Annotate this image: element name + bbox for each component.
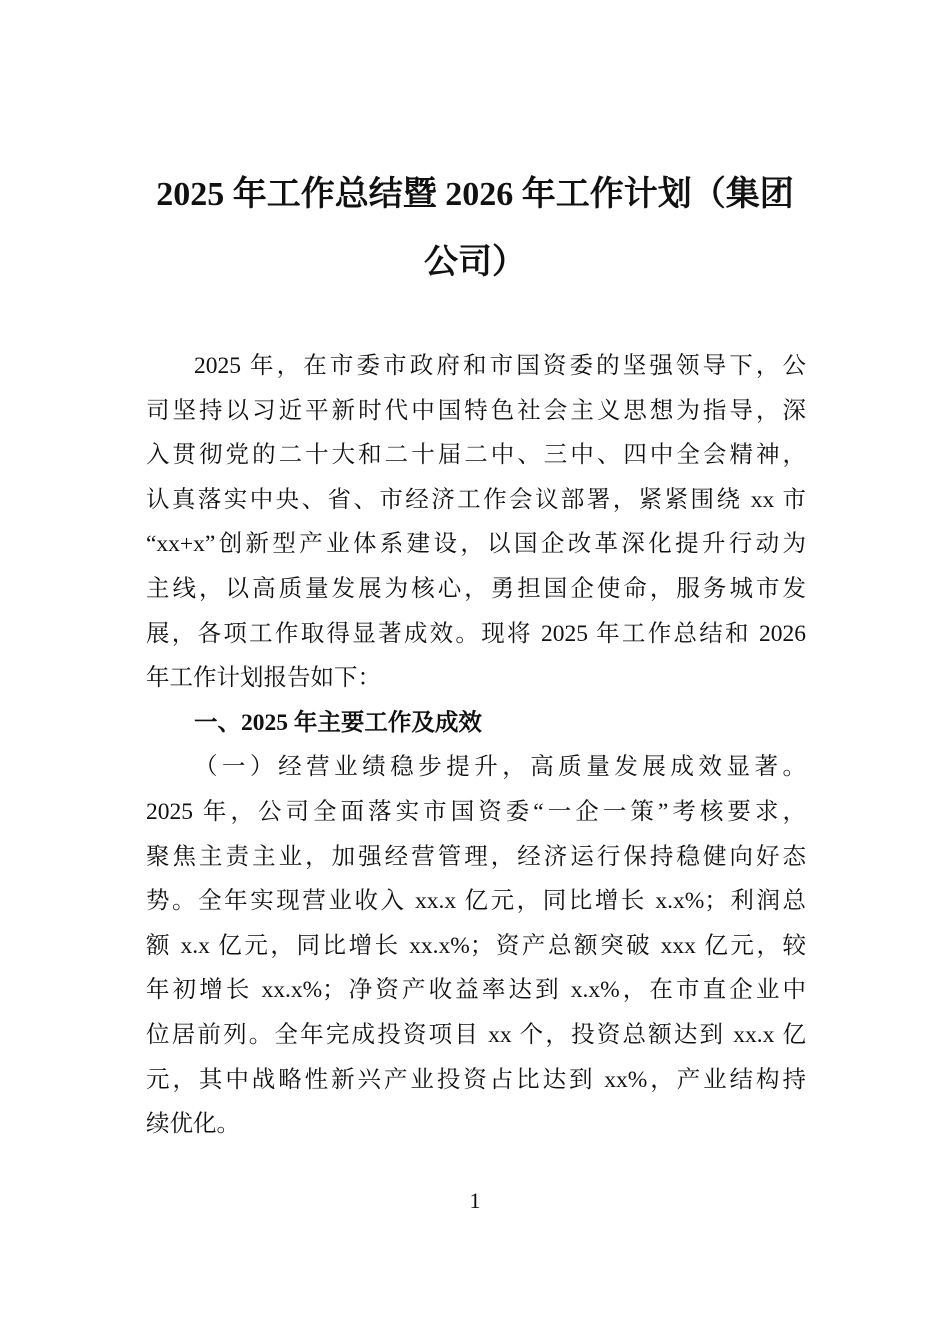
text-line: 认真落实中央、省、市经济工作会议部署，紧紧围绕 xx 市 — [146, 486, 806, 513]
paragraph — [146, 344, 806, 701]
page-number: 1 — [469, 1188, 481, 1213]
text-line: 一、2025 年主要工作及成效 — [194, 709, 482, 736]
text-line: 2025 年，公司全面落实市国资委“一企一策”考核要求， — [146, 798, 806, 825]
section-heading — [146, 701, 806, 746]
text-line: 展，各项工作取得显著成效。现将 2025 年工作总结和 2026 — [146, 620, 806, 647]
text-line: “xx+x”创新型产业体系建设，以国企改革深化提升行动为 — [146, 531, 806, 558]
text-line: 位居前列。全年完成投资项目 xx 个，投资总额达到 xx.x 亿 — [146, 1021, 806, 1048]
text-line: 年工作计划报告如下： — [146, 665, 381, 692]
text-line: 聚焦主责主业，加强经营管理，经济运行保持稳健向好态 — [146, 843, 806, 870]
text-line: 元，其中战略性新兴产业投资占比达到 xx%，产业结构持 — [146, 1066, 806, 1093]
text-line: 主线，以高质量发展为核心，勇担国企使命，服务城市发 — [146, 575, 806, 602]
text-line: 2025 年，在市委市政府和市国资委的坚强领导下，公 — [194, 353, 806, 379]
text-line: 续优化。 — [146, 1111, 240, 1138]
paragraph — [146, 745, 806, 1146]
text-line: 势。全年实现营业收入 xx.x 亿元，同比增长 x.x%；利润总 — [146, 888, 806, 915]
document-body — [146, 344, 806, 1147]
text-line: 司坚持以习近平新时代中国特色社会主义思想为指导，深 — [146, 397, 806, 424]
text-line: （一）经营业绩稳步提升，高质量发展成效显著。 — [194, 754, 806, 781]
title-line: 公司） — [424, 244, 526, 281]
text-line: 入贯彻党的二十大和二十届二中、三中、四中全会精神， — [146, 442, 806, 469]
title-line: 2025 年工作总结暨 2026 年工作计划（集团 — [156, 176, 794, 213]
text-line: 额 x.x 亿元，同比增长 xx.x%；资产总额突破 xxx 亿元，较 — [146, 932, 806, 959]
text-line: 年初增长 xx.x%；净资产收益率达到 x.x%，在市直企业中 — [146, 977, 806, 1004]
document-title — [120, 161, 830, 297]
